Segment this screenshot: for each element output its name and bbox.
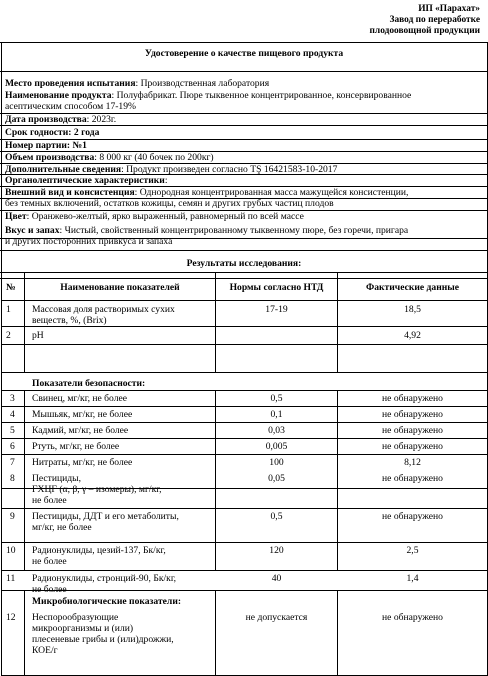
- additional-info: [5, 164, 337, 175]
- shelf-life: Срок годности: 2 года: [5, 127, 100, 138]
- organoleptic-colon: :: [164, 175, 168, 186]
- row-actual: не обнаружено: [382, 441, 443, 452]
- row-name-line: Свинец, мг/кг, не более: [32, 393, 128, 404]
- row-name-line: мг/кг, не более: [32, 522, 92, 533]
- organoleptic-label: Органолептические характеристики: [5, 175, 165, 186]
- row-norm: 120: [269, 545, 284, 556]
- row-norm: 0,005: [265, 441, 288, 452]
- certificate-title: Удостоверение о качестве пищевого продукта: [144, 48, 344, 59]
- appearance-value: : Однородная концентрированная масса мажущейся консистенции,: [134, 187, 409, 198]
- row-name-line: Мышьяк, мг/кг, не более: [32, 409, 133, 420]
- section-safety: Показатели безопасности:: [32, 378, 146, 389]
- product-name-value: : Полуфабрикат. Пюре тыквенное концентрированное, консервированное: [111, 90, 412, 101]
- row-actual: 8,12: [404, 457, 421, 468]
- production-volume: [5, 152, 214, 163]
- row-norm: 100: [269, 457, 284, 468]
- place-label: Место проведения испытания: [5, 78, 136, 89]
- row-number: 1: [6, 304, 11, 315]
- taste-value: : Чистый, свойственный концентрированному тыквенному пюре, без горечи, пригара: [59, 225, 409, 236]
- appearance-label: Внешний вид и консистенция: [5, 187, 135, 198]
- product-name-cont: асептическим способом 17-19%: [5, 101, 137, 112]
- row-number: 9: [10, 511, 15, 522]
- col-header-number: №: [6, 282, 16, 293]
- row-number: 5: [10, 425, 15, 436]
- row-name-line: веществ, %, (Brix): [32, 315, 107, 326]
- row-name-line: Ртуть, мг/кг, не более: [32, 441, 120, 452]
- taste-cont: и других посторонних привкуса и запаха: [5, 236, 173, 247]
- col-header-name: Наименование показателей: [60, 282, 180, 293]
- place-value: : Производственная лаборатория: [135, 78, 270, 89]
- color-value: : Оранжево-желтый, ярко выраженный, равномерный по всей массе: [26, 211, 304, 222]
- company-line-2: Завод по переработке: [389, 15, 480, 25]
- place-of-testing: [5, 78, 269, 89]
- col-header-norm: Нормы согласно НТД: [229, 282, 324, 293]
- row-actual: 18,5: [404, 304, 421, 315]
- col-header-actual: Фактические данные: [365, 282, 459, 293]
- company-line-3: плодоовощной продукции: [369, 26, 480, 36]
- row-number: 3: [10, 393, 15, 404]
- row-norm: 40: [271, 573, 282, 584]
- product-name-label: Наименование продукта: [5, 90, 112, 101]
- results-title: Результаты исследования:: [186, 258, 302, 269]
- row-number: 8: [10, 473, 15, 484]
- row-actual: 1,4: [406, 573, 419, 584]
- row-name-line: не более: [32, 556, 67, 567]
- row-name-line: не более: [32, 495, 67, 506]
- row-actual: 2,5: [406, 545, 419, 556]
- row-number: 11: [6, 573, 16, 584]
- row-name-line: Неспорообразующие: [32, 612, 119, 623]
- production-date-label: Дата производства: [5, 114, 87, 125]
- production-date: [5, 114, 116, 125]
- row-name-line: Радионуклиды, стронций-90, Бк/кг,: [32, 573, 177, 584]
- row-norm: 0,5: [270, 511, 283, 522]
- additional-label: Дополнительные сведения: [5, 164, 122, 175]
- row-name-line: Массовая доля растворимых сухих: [32, 304, 175, 315]
- row-name-line: Пестициды, ДДТ и его метаболиты,: [32, 511, 179, 522]
- production-date-value: : 2023г.: [86, 114, 117, 125]
- row-number: 12: [6, 612, 16, 623]
- section-micro: Микробиологические показатели:: [32, 596, 182, 607]
- organoleptic-heading: [5, 175, 168, 186]
- row-actual: не обнаружено: [382, 425, 443, 436]
- row-name-line: Нитраты, мг/кг, не более: [32, 457, 133, 468]
- row-name-line: плесеневые грибы и (или)дрожжи,: [32, 634, 174, 645]
- row-actual: не обнаружено: [382, 409, 443, 420]
- appearance-cont: без темных включений, остатков кожицы, семян и других грубых частиц плодов: [5, 198, 334, 209]
- product-name: [5, 90, 411, 101]
- row-actual: не обнаружено: [382, 511, 443, 522]
- row-norm: 0,5: [270, 393, 283, 404]
- row-norm: не допускается: [245, 612, 308, 623]
- taste-label: Вкус и запах: [5, 225, 60, 236]
- row-norm: 0,05: [268, 473, 285, 484]
- row-norm: 0,03: [268, 425, 285, 436]
- row-actual: не обнаружено: [382, 612, 443, 623]
- volume-label: Объем производства: [5, 152, 95, 163]
- row-number: 10: [6, 545, 16, 556]
- row-name-line: не более: [32, 584, 67, 595]
- row-name-line: ГХЦГ (α, β, γ – изомеры), мг/кг,: [32, 484, 162, 495]
- row-name-line: Радионуклиды, цезий-137, Бк/кг,: [32, 545, 166, 556]
- row-norm: 17-19: [265, 304, 288, 315]
- row-number: 2: [6, 330, 11, 341]
- taste-smell: [5, 225, 408, 236]
- volume-value: : 8 000 кг (40 бочек по 200кг): [94, 152, 214, 163]
- row-name-line: pH: [32, 330, 44, 341]
- additional-value: : Продукт произведен согласно TŞ 16421583-10-2017: [121, 164, 338, 175]
- row-number: 7: [10, 457, 15, 468]
- appearance: [5, 187, 408, 198]
- row-norm: 0,1: [270, 409, 283, 420]
- row-name-line: Кадмий, мг/кг, не более: [32, 425, 129, 436]
- row-actual: не обнаружено: [382, 473, 443, 484]
- color: [5, 211, 304, 222]
- row-actual: 4,92: [404, 330, 421, 341]
- company-name: ИП «Парахат»: [418, 4, 480, 14]
- row-number: 4: [10, 409, 15, 420]
- row-name-line: Пестициды,: [32, 473, 82, 484]
- row-name-line: КОЕ/г: [32, 645, 58, 656]
- row-number: 6: [10, 441, 15, 452]
- row-actual: не обнаружено: [382, 393, 443, 404]
- color-label: Цвет: [5, 211, 27, 222]
- row-name-line: микроорганизмы и (или): [32, 623, 134, 634]
- batch-number: Номер партии: №1: [5, 140, 87, 151]
